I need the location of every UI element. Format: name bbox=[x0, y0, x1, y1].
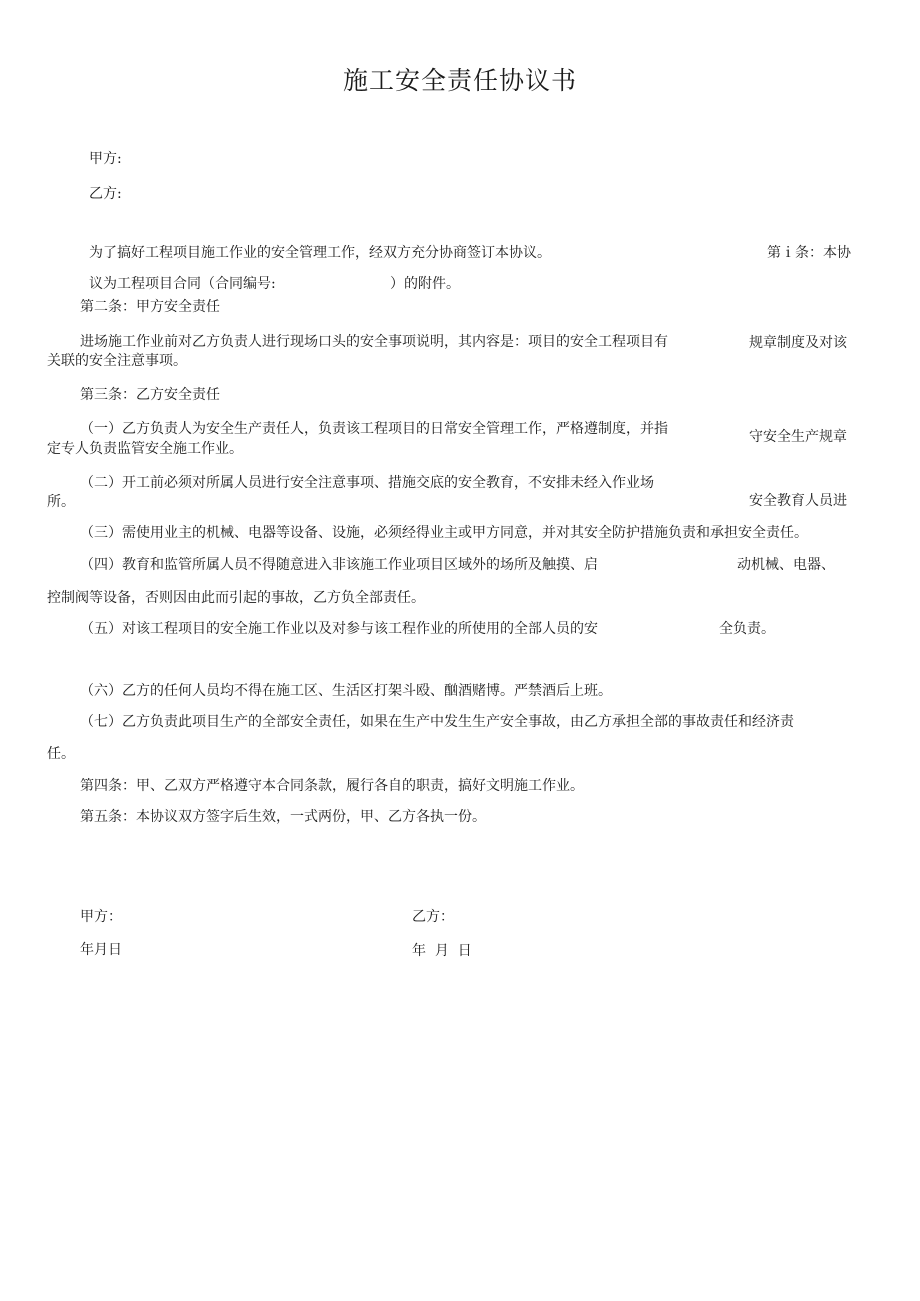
article3-item3: （三）需使用业主的机械、电器等设备、设施，必须经得业主或甲方同意，并对其安全防护措施负责和承担安全责任。 bbox=[80, 525, 808, 541]
article1-heading-fragment: 第ｉ条：本协 bbox=[767, 245, 851, 261]
article2-heading: 第二条：甲方安全责任 bbox=[80, 299, 220, 315]
article3-item4-line-1-end: 动机械、电器、 bbox=[737, 557, 835, 573]
article3-item5: （五）对该工程项目的安全施工作业以及对参与该工程作业的所使用的全部人员的安 bbox=[80, 621, 598, 637]
signature-party-a: 甲方： bbox=[80, 909, 122, 925]
article2-line-1: 进场施工作业前对乙方负责人进行现场口头的安全事项说明，其内容是：项目的安全工程项目有 bbox=[80, 334, 668, 350]
article2-line-2: 关联的安全注意事项。 bbox=[47, 353, 187, 369]
article3-item5-end: 全负责。 bbox=[719, 621, 775, 637]
article3-heading: 第三条：乙方安全责任 bbox=[80, 387, 220, 403]
article3-item4-line-2: 控制阀等设备，否则因由此而引起的事故，乙方负全部责任。 bbox=[47, 590, 425, 606]
article3-item1-line-2: 定专人负责监管安全施工作业。 bbox=[47, 441, 243, 457]
signature-party-b: 乙方： bbox=[412, 909, 454, 925]
party-b-label: 乙方: bbox=[89, 186, 122, 202]
intro-line-2-end: ）的附件。 bbox=[390, 276, 460, 292]
signature-date-b: 年 月 日 bbox=[412, 943, 472, 959]
article3-item2-line-2: 所。 bbox=[47, 494, 75, 510]
article3-item1-side-note: 守安全生产规章 bbox=[749, 429, 847, 445]
document-title: 施工安全责任协议书 bbox=[342, 66, 577, 95]
article2-side-note: 规章制度及对该 bbox=[749, 335, 847, 351]
article4: 第四条：甲、乙双方严格遵守本合同条款，履行各自的职责，搞好文明施工作业。 bbox=[80, 778, 584, 794]
intro-line-1: 为了搞好工程项目施工作业的安全管理工作，经双方充分协商签订本协议。 bbox=[89, 245, 551, 261]
signature-date-a: 年月日 bbox=[80, 942, 122, 958]
party-a-label: 甲方: bbox=[89, 151, 122, 167]
article5: 第五条：本协议双方签字后生效，一式两份，甲、乙方各执一份。 bbox=[80, 809, 486, 825]
article3-item6: （六）乙方的任何人员均不得在施工区、生活区打架斗殴、酗酒赌博。严禁酒后上班。 bbox=[80, 683, 612, 699]
article3-item7-line-1: （七）乙方负责此项目生产的全部安全责任，如果在生产中发生生产安全事故，由乙方承担全部的事故责任和经济责 bbox=[80, 714, 794, 730]
article3-item7-line-2: 任。 bbox=[47, 746, 75, 762]
article3-item2-side-note: 安全教育人员进 bbox=[749, 493, 847, 509]
article3-item4-line-1: （四）教育和监管所属人员不得随意进入非该施工作业项目区域外的场所及触摸、启 bbox=[80, 557, 598, 573]
article3-item2-line-1: （二）开工前必须对所属人员进行安全注意事项、措施交底的安全教育，不安排未经入作业场 bbox=[80, 475, 654, 491]
article3-item1-line-1: （一）乙方负责人为安全生产责任人，负责该工程项目的日常安全管理工作，严格遵制度，并指 bbox=[80, 421, 668, 437]
intro-line-2: 议为工程项目合同（合同编号: bbox=[89, 276, 276, 292]
